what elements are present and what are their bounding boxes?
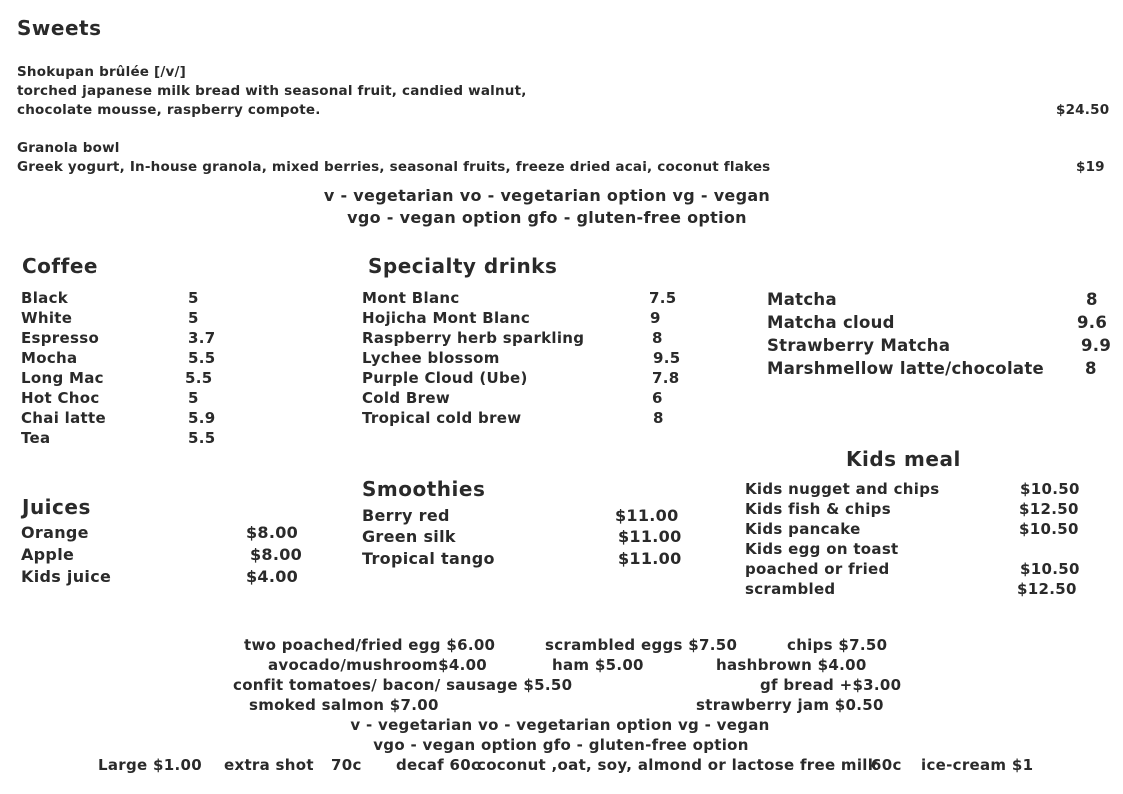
specialty-item-price: 6 [652, 389, 663, 407]
coffee-item-name: Chai latte [21, 409, 106, 427]
addon-extra-shot: extra shot [224, 756, 314, 774]
matcha-item-price: 9.6 [1077, 313, 1108, 332]
coffee-item-price: 5 [188, 289, 199, 307]
smoothie-item-price: $11.00 [618, 549, 682, 568]
specialty-item-price: 8 [652, 329, 663, 347]
extra-avocado-mushroom: avocado/mushroom$4.00 [268, 656, 488, 674]
extra-confit-bacon-sausage: confit tomatoes/ bacon/ sausage $5.50 [233, 676, 573, 694]
granola-desc: Greek yogurt, In-house granola, mixed berries, seasonal fruits, freeze dried acai, coconut flakes [17, 159, 771, 175]
juice-item-name: Orange [21, 523, 89, 542]
matcha-item-name: Strawberry Matcha [767, 336, 951, 355]
smoothies-heading: Smoothies [362, 477, 486, 501]
extras-dietary-legend-line1: v - vegetarian vo - vegetarian option vg - vegan [350, 716, 770, 734]
coffee-item-name: Mocha [21, 349, 78, 367]
extra-scrambled-eggs: scrambled eggs $7.50 [545, 636, 738, 654]
coffee-item-name: Tea [21, 429, 51, 447]
smoothie-item-price: $11.00 [615, 506, 679, 525]
coffee-item-name: Hot Choc [21, 389, 100, 407]
specialty-item-price: 9 [650, 309, 661, 327]
dietary-legend-line2: vgo - vegan option gfo - gluten-free option [347, 208, 747, 227]
kids-item-price: $10.50 [1019, 520, 1079, 538]
coffee-item-price: 5.5 [185, 369, 213, 387]
matcha-item-price: 8 [1085, 359, 1097, 378]
extra-two-egg: two poached/fried egg $6.00 [244, 636, 496, 654]
dietary-legend-line1: v - vegetarian vo - vegetarian option vg - vegan [323, 186, 771, 205]
specialty-item-name: Hojicha Mont Blanc [362, 309, 531, 327]
kids-item-price: $12.50 [1017, 580, 1077, 598]
kids-meal-heading: Kids meal [846, 447, 961, 471]
matcha-item-name: Matcha cloud [767, 313, 895, 332]
extra-chips: chips $7.50 [787, 636, 888, 654]
shokupan-desc-line1: torched japanese milk bread with seasonal fruit, candied walnut, [17, 83, 527, 99]
kids-item-name: Kids fish & chips [745, 500, 891, 518]
smoothie-item-name: Green silk [362, 527, 456, 546]
addon-extra-shot-price: 70c [331, 756, 362, 774]
kids-item-name: Kids nugget and chips [745, 480, 940, 498]
juice-item-price: $8.00 [246, 523, 299, 542]
extra-hashbrown: hashbrown $4.00 [716, 656, 867, 674]
specialty-item-name: Cold Brew [362, 389, 450, 407]
coffee-item-name: Espresso [21, 329, 100, 347]
coffee-heading: Coffee [22, 254, 98, 278]
kids-item-name: scrambled [745, 580, 836, 598]
specialty-item-name: Purple Cloud (Ube) [362, 369, 528, 387]
coffee-item-name: Black [21, 289, 69, 307]
kids-item-name: Kids egg on toast [745, 540, 899, 558]
juices-heading: Juices [22, 495, 91, 519]
coffee-item-price: 5.9 [188, 409, 216, 427]
coffee-item-name: Long Mac [21, 369, 104, 387]
shokupan-name: Shokupan brûlée [/v/] [17, 64, 187, 80]
addon-decaf: decaf 60c [396, 756, 481, 774]
smoothie-item-name: Tropical tango [362, 549, 495, 568]
extra-gf-bread: gf bread +$3.00 [760, 676, 902, 694]
matcha-item-price: 9.9 [1081, 336, 1112, 355]
specialty-item-name: Tropical cold brew [362, 409, 522, 427]
coffee-item-price: 3.7 [188, 329, 216, 347]
juice-item-name: Kids juice [21, 567, 112, 586]
specialty-heading: Specialty drinks [368, 254, 558, 278]
matcha-item-name: Marshmellow latte/chocolate [767, 359, 1045, 378]
addon-large: Large $1.00 [98, 756, 202, 774]
specialty-item-name: Lychee blossom [362, 349, 500, 367]
granola-name: Granola bowl [17, 140, 120, 156]
kids-item-price: $10.50 [1020, 480, 1080, 498]
juice-item-price: $4.00 [246, 567, 299, 586]
juice-item-price: $8.00 [250, 545, 303, 564]
juice-item-name: Apple [21, 545, 75, 564]
smoothie-item-name: Berry red [362, 506, 450, 525]
shokupan-desc-line2: chocolate mousse, raspberry compote. [17, 102, 321, 118]
granola-price: $19 [1076, 159, 1105, 175]
specialty-item-price: 9.5 [653, 349, 681, 367]
sweets-heading: Sweets [17, 16, 102, 40]
coffee-item-price: 5 [188, 389, 199, 407]
specialty-item-price: 7.5 [649, 289, 677, 307]
matcha-item-name: Matcha [767, 290, 837, 309]
specialty-item-name: Raspberry herb sparkling [362, 329, 585, 347]
coffee-item-price: 5.5 [188, 349, 216, 367]
kids-item-name: poached or fried [745, 560, 890, 578]
kids-item-price: $10.50 [1020, 560, 1080, 578]
coffee-item-name: White [21, 309, 73, 327]
extras-dietary-legend-line2: vgo - vegan option gfo - gluten-free option [373, 736, 749, 754]
coffee-item-price: 5 [188, 309, 199, 327]
matcha-item-price: 8 [1086, 290, 1098, 309]
addon-alt-milk: coconut ,oat, soy, almond or lactose free milk [477, 756, 879, 774]
extra-strawberry-jam: strawberry jam $0.50 [696, 696, 884, 714]
addon-alt-milk-price: 60c [871, 756, 902, 774]
kids-item-name: Kids pancake [745, 520, 861, 538]
specialty-item-name: Mont Blanc [362, 289, 460, 307]
smoothie-item-price: $11.00 [618, 527, 682, 546]
shokupan-price: $24.50 [1056, 102, 1110, 118]
extra-ham: ham $5.00 [552, 656, 644, 674]
extra-smoked-salmon: smoked salmon $7.00 [249, 696, 439, 714]
specialty-item-price: 7.8 [652, 369, 680, 387]
coffee-item-price: 5.5 [188, 429, 216, 447]
specialty-item-price: 8 [653, 409, 664, 427]
kids-item-price: $12.50 [1019, 500, 1079, 518]
addon-ice-cream: ice-cream $1 [921, 756, 1034, 774]
